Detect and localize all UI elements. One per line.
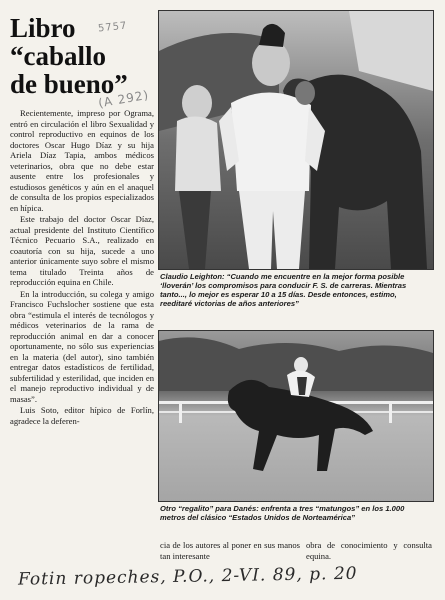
article-continuation-1: cia de los autores al poner en sus manos tan interesante — [160, 540, 300, 561]
photo-horse-race — [158, 330, 434, 502]
paragraph-3: En la introducción, su colega y amigo Francisco Fuchslocher sostiene que esta obra “estimula el interés de tecnólogos y médicos veterinarios de la rama de reproducción animal en dar a conocer oportunamente, no sólo sus experiencias en la materia (del autor), sino también entregar datos estadísticos de fertilidad, subfertilidad y esterilidad, que inciden en el manejo reproductivo individual y de masas”. — [10, 288, 154, 404]
handwritten-source-note: Fotin ropeches, P.O., 2-VI. 89, p. 20 — [17, 563, 358, 590]
paragraph-2: Este trabajo del doctor Oscar Díaz, actual presidente del Instituto Científico Técnico Pecuario S.A., realizado en coautoría con su hija, sucede a uno anterior únicamente suyo sobre el mismo tema titulado Treinta años de reproducción equina en Chile. — [10, 214, 154, 287]
photo-jockey-with-horse — [158, 10, 434, 270]
paragraph-1: Recientemente, impreso por Ograma, entró en circulación el libro Sexualidad y control reproductivo en equinos de los doctores Oscar Hugo Díaz y su hija Ariela Díaz Tapia, ambos médicos veterinarios, obra que no debe estar ausente entre los profesionales y estudiosos genéticos y aún en el anaquel de consulta de los propios especializados en hípica. — [10, 108, 154, 213]
handwritten-note-1: 5757 — [97, 20, 128, 35]
paragraph-4: Luis Soto, editor hípico de Forlín, agradece la deferen- — [10, 405, 154, 426]
headline-line-3: de bueno” — [10, 69, 128, 99]
photo-caption-2: Otro “regalito” para Danés: enfrenta a tres “matungos” en los 1.000 metros del clásico “Estados Unidos de Norteamérica” — [160, 504, 405, 522]
photo-horse-race-image — [159, 331, 433, 501]
headline-line-2: “caballo — [10, 41, 107, 71]
handwritten-note-2: (A 292) — [97, 87, 151, 111]
headline — [10, 14, 150, 98]
article-body — [10, 108, 154, 427]
headline-line-1: Libro — [10, 13, 76, 43]
photo-caption-1: Claudio Leighton: “Cuando me encuentre en la mejor forma posible ‘lloverán’ los compromisos para conducir F. S. de carreras. Mientras tanto..., lo mejor es esperar 10 a 15 días. Desde entonces, estimo, reeditaré victorias de años anteriores” — [160, 272, 407, 308]
photo-jockey-with-horse-image — [159, 11, 433, 269]
article-continuation-2: obra de conocimiento y consulta equina. — [306, 540, 432, 561]
